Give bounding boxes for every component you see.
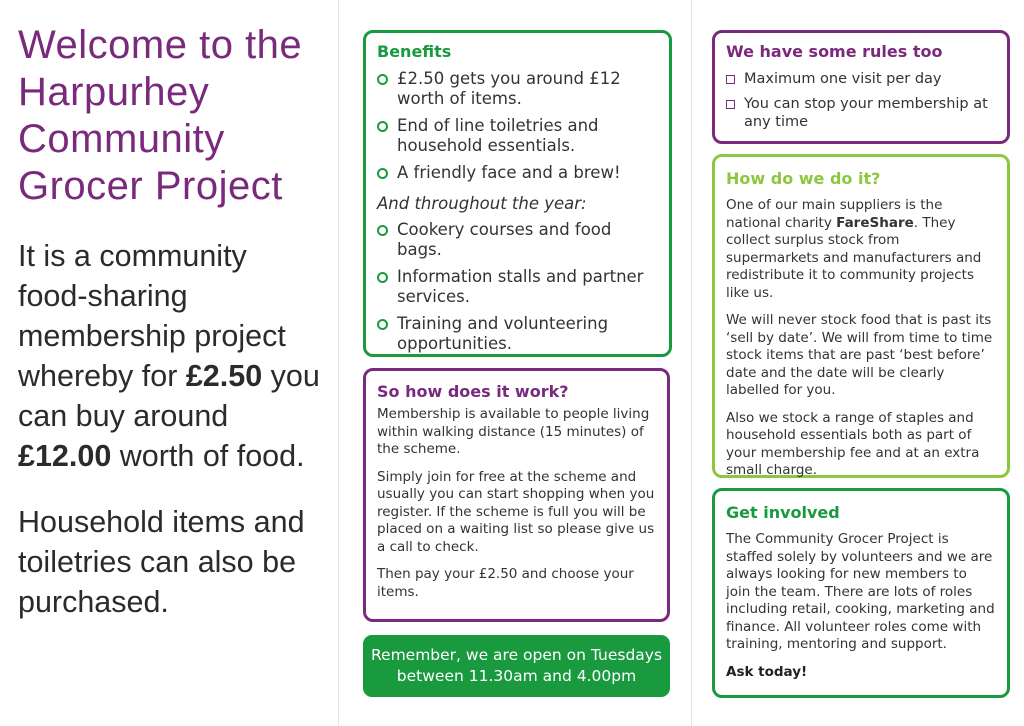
how-it-works-paragraph: Then pay your £2.50 and choose your items. xyxy=(377,566,634,600)
list-item xyxy=(377,220,657,260)
get-involved-heading: Get involved xyxy=(726,503,840,522)
how-it-works-paragraph: Simply join for free at the scheme and usually you can start shopping when you register. If the scheme is full you will be placed on a waiting list so please give us a call to check. xyxy=(377,468,655,555)
page-title: Welcome to the Harpurhey Community Grocer Project xyxy=(18,23,303,208)
bullet-square-icon xyxy=(726,100,735,109)
benefits-heading: Benefits xyxy=(377,42,452,61)
rules-heading: We have some rules too xyxy=(726,42,943,61)
how-we-do-it-box xyxy=(712,154,1010,478)
rules-box xyxy=(712,30,1010,144)
price-value: £12.00 xyxy=(18,439,112,473)
bullet-circle-icon xyxy=(377,272,388,283)
list-item xyxy=(377,163,657,183)
intro-text-middle: you can buy around xyxy=(18,359,320,433)
list-item xyxy=(377,69,657,109)
supplier-text-start: One of our main suppliers is the national charity xyxy=(726,197,943,231)
benefits-box xyxy=(363,30,672,357)
list-item xyxy=(377,267,657,307)
how-we-do-it-paragraph: Also we stock a range of staples and household essentials both as part of your membership fee and at an extra small charge. xyxy=(726,409,980,478)
rule-text: You can stop your membership at any time xyxy=(744,96,988,130)
benefits-subheading: And throughout the year: xyxy=(377,194,587,213)
how-it-works-heading: So how does it work? xyxy=(377,382,569,401)
how-it-works-paragraph: Membership is available to people living within walking distance (15 minutes) of the scheme. xyxy=(377,406,650,457)
welcome-panel xyxy=(18,22,323,622)
bullet-circle-icon xyxy=(377,168,388,179)
price-membership: £2.50 xyxy=(185,359,263,393)
how-we-do-it-heading: How do we do it? xyxy=(726,169,881,188)
list-item xyxy=(726,95,995,131)
supplier-text-end: . They collect surplus stock from supermarkets and manufacturers and redistribute it to community projects like us. xyxy=(726,214,982,301)
benefit-text: A friendly face and a brew! xyxy=(397,163,621,182)
fareshare-name: FareShare xyxy=(836,214,914,231)
opening-hours-line2: between 11.30am and 4.00pm xyxy=(396,667,637,685)
benefit-text: Cookery courses and food bags. xyxy=(397,220,612,259)
intro-paragraph xyxy=(18,236,323,476)
benefits-list xyxy=(377,69,657,183)
bullet-square-icon xyxy=(726,75,735,84)
benefit-text: End of line toiletries and household essentials. xyxy=(397,116,599,155)
how-we-do-it-paragraph: We will never stock food that is past its ‘sell by date’. We will from time to time stock items that are past ‘best before’ date and the date will be clearly labelled for you. xyxy=(726,312,993,398)
ask-today-text: Ask today! xyxy=(726,663,808,680)
fold-line-right xyxy=(691,0,692,726)
rule-text: Maximum one visit per day xyxy=(744,71,942,87)
get-involved-paragraph: The Community Grocer Project is staffed solely by volunteers and we are always looking for new members to join the team. There are lots of roles including retail, cooking, marketing and finance. All volunteer roles come with training, mentoring and support. xyxy=(726,531,995,652)
bullet-circle-icon xyxy=(377,225,388,236)
benefit-text: £2.50 gets you around £12 worth of items. xyxy=(397,69,621,108)
how-we-do-it-paragraph xyxy=(726,197,995,302)
fold-line-left xyxy=(338,0,339,726)
household-paragraph: Household items and toiletries can also be purchased. xyxy=(18,505,305,619)
get-involved-box xyxy=(712,488,1010,698)
bullet-circle-icon xyxy=(377,74,388,85)
how-it-works-box xyxy=(363,368,670,622)
bullet-circle-icon xyxy=(377,319,388,330)
year-benefits-list xyxy=(377,220,657,354)
list-item xyxy=(377,314,657,354)
intro-text-start: It is a community food-sharing membership project whereby for xyxy=(18,239,286,393)
benefit-text: Information stalls and partner services. xyxy=(397,267,644,306)
rules-list xyxy=(726,70,995,131)
list-item xyxy=(377,116,657,156)
intro-text-end: worth of food. xyxy=(111,439,305,473)
opening-hours-banner xyxy=(363,635,670,697)
list-item xyxy=(726,70,995,88)
bullet-circle-icon xyxy=(377,121,388,132)
benefit-text: Training and volunteering opportunities. xyxy=(397,314,609,353)
opening-hours-line1: Remember, we are open on Tuesdays xyxy=(370,646,663,664)
